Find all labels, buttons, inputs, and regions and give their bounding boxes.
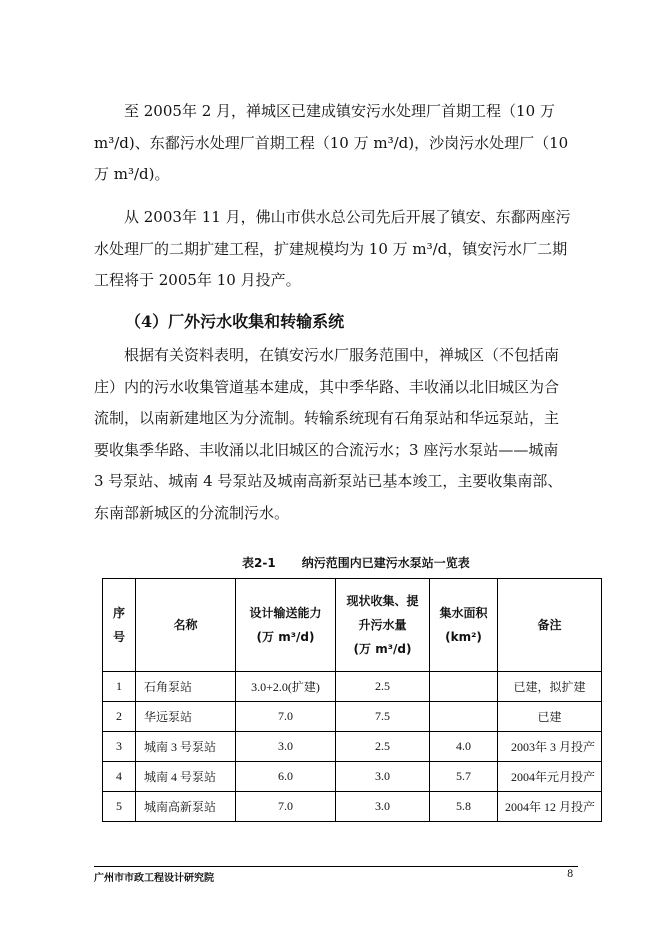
footer-divider [94, 866, 578, 867]
table-caption [242, 554, 470, 571]
cell-current: 2.5 [336, 672, 430, 702]
paragraph-2 [94, 202, 578, 297]
header-capacity: 设计输送能力 (万 m³/d) [236, 579, 336, 672]
cell-name: 城南 4 号泵站 [136, 762, 236, 792]
paragraph-line: 3 号泵站、城南 4 号泵站及城南高新泵站已基本竣工，主要收集南部、 [94, 472, 563, 490]
cell-index: 4 [103, 762, 136, 792]
cell-remarks: 已建 [498, 702, 602, 732]
table-row [103, 672, 602, 702]
cell-area [430, 702, 498, 732]
table-row [103, 792, 602, 822]
cell-remarks: 2004年 12 月投产 [498, 792, 602, 822]
cell-capacity: 7.0 [236, 702, 336, 732]
cell-index: 3 [103, 732, 136, 762]
cell-name: 石角泵站 [136, 672, 236, 702]
header-name: 名称 [136, 579, 236, 672]
section-heading: （4）厂外污水收集和转输系统 [125, 312, 345, 331]
paragraph-line: 庄）内的污水收集管道基本建成，其中季华路、丰收涌以北旧城区为合 [94, 377, 560, 396]
cell-area [430, 672, 498, 702]
cell-area: 5.7 [430, 762, 498, 792]
cell-name: 城南高新泵站 [136, 792, 236, 822]
cell-name: 华远泵站 [136, 702, 236, 732]
paragraph-line: 根据有关资料表明，在镇安污水厂服务范围中，禅城区（不包括南 [124, 346, 560, 364]
pump-station-table [102, 578, 602, 822]
header-index: 序 号 [103, 579, 136, 672]
cell-current: 3.0 [336, 762, 430, 792]
paragraph-line: 万 m³/d)。 [94, 165, 170, 183]
cell-capacity: 3.0+2.0(扩建) [236, 672, 336, 702]
paragraph-line: 东南部新城区的分流制污水。 [94, 503, 290, 522]
cell-capacity: 3.0 [236, 732, 336, 762]
header-current: 现状收集、提 升污水量 (万 m³/d) [336, 579, 430, 672]
paragraph-line: 至 2005年 2 月，禅城区已建成镇安污水处理厂首期工程（10 万 [124, 102, 555, 120]
cell-remarks: 已建，拟扩建 [498, 672, 602, 702]
table-row [103, 702, 602, 732]
cell-current: 3.0 [336, 792, 430, 822]
cell-index: 2 [103, 702, 136, 732]
cell-current: 7.5 [336, 702, 430, 732]
footer-institute: 广州市市政工程设计研究院 [94, 873, 214, 884]
paragraph-line: 要收集季华路、丰收涌以北旧城区的合流污水；3 座污水泵站——城南 [94, 440, 559, 459]
cell-remarks: 2003年 3 月投产 [498, 732, 602, 762]
cell-index: 1 [103, 672, 136, 702]
paragraph-line: 水处理厂的二期扩建工程，扩建规模均为 10 万 m³/d，镇安污水厂二期 [94, 239, 568, 258]
cell-index: 5 [103, 792, 136, 822]
header-area: 集水面积 (km²) [430, 579, 498, 672]
cell-current: 2.5 [336, 732, 430, 762]
table-header-row [103, 579, 602, 672]
cell-capacity: 6.0 [236, 762, 336, 792]
cell-area: 4.0 [430, 732, 498, 762]
paragraph-line: 从 2003年 11 月，佛山市供水总公司先后开展了镇安、东鄱两座污 [124, 208, 571, 226]
table-caption-title: 纳污范围内已建污水泵站一览表 [301, 556, 470, 570]
paragraph-line: 流制，以南新建地区为分流制。转输系统现有石角泵站和华远泵站，主 [94, 409, 560, 427]
paragraph-3 [94, 340, 578, 529]
paragraph-1 [94, 96, 578, 191]
table-row [103, 732, 602, 762]
table-caption-number: 表2-1 [242, 556, 276, 570]
cell-remarks: 2004年元月投产 [498, 762, 602, 792]
cell-name: 城南 3 号泵站 [136, 732, 236, 762]
page-number: 8 [567, 869, 574, 880]
cell-area: 5.8 [430, 792, 498, 822]
table-row [103, 762, 602, 792]
cell-capacity: 7.0 [236, 792, 336, 822]
paragraph-line: m³/d)、东鄱污水处理厂首期工程（10 万 m³/d)，沙岗污水处理厂（10 [94, 133, 569, 152]
header-remarks: 备注 [498, 579, 602, 672]
paragraph-line: 工程将于 2005年 10 月投产。 [94, 271, 301, 289]
